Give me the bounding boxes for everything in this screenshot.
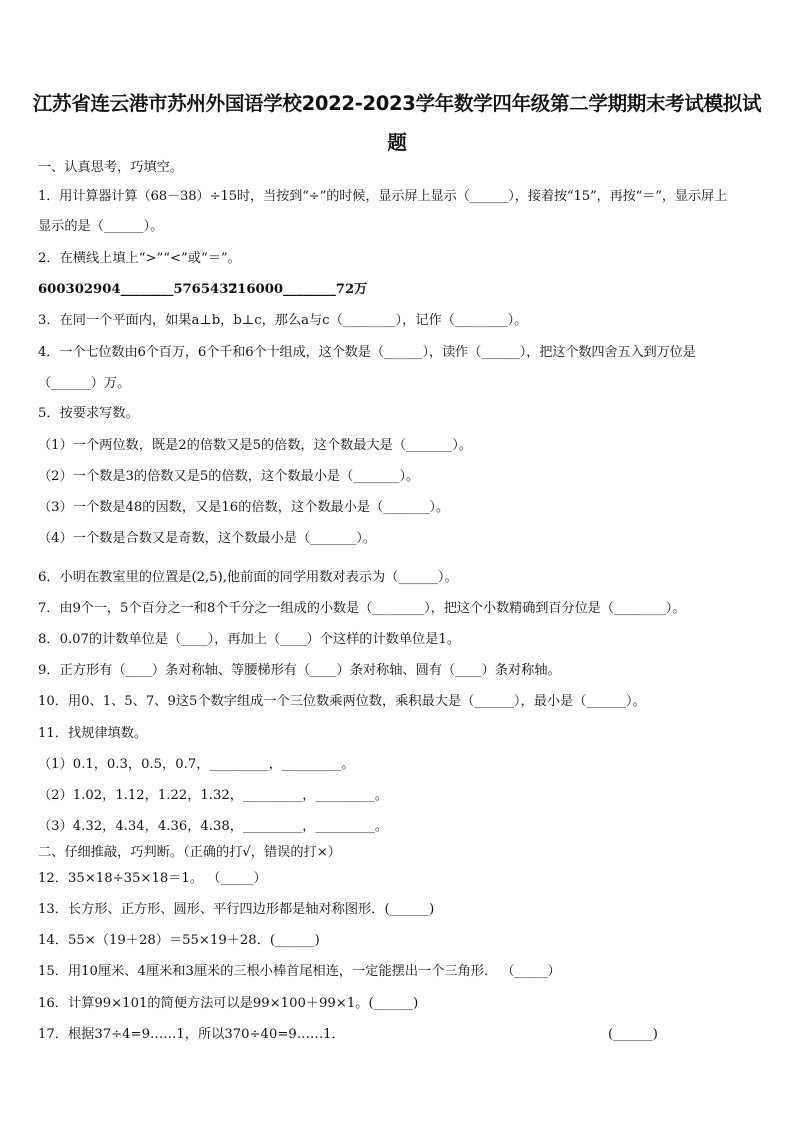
question-15: 15．用10厘米、4厘米和3厘米的三根小棒首尾相连，一定能摆出一个三角形． （_____） (38, 964, 561, 979)
question-17-answer-blank: (______) (608, 1027, 658, 1042)
question-5-part-1: （1）一个两位数，既是2的倍数又是5的倍数，这个数最大是（_______）。 (38, 438, 472, 453)
section-1-heading: 一、认真思考，巧填空。 (38, 160, 184, 175)
question-14: 14．55×（19＋28）＝55×19＋28．(______) (38, 933, 320, 948)
question-17: 17．根据37÷4=9……1，所以370÷40=9……1． (38, 1027, 345, 1042)
question-1-line-1: 1．用计算器计算（68－38）÷15时，当按到“÷”的时候，显示屏上显示（______），接着按“15”，再按“＝”，显示屏上 (38, 189, 728, 204)
exam-title-line-1: 江苏省连云港市苏州外国语学校2022-2023学年数学四年级第二学期期末考试模拟试 (32, 92, 762, 115)
exam-title-line-2: 题 (387, 131, 407, 154)
question-7: 7．由9个一，5个百分之一和8个千分之一组成的小数是（________），把这个小数精确到百分位是（________）。 (38, 601, 686, 616)
question-10: 10．用0、1、5、7、9这5个数字组成一个三位数乘两位数，乘积最大是（______），最小是（______）。 (38, 694, 646, 709)
question-2: 2．在横线上填上“>”“<”或“＝”。 (38, 251, 241, 266)
section-2-heading: 二、仔细推敲，巧判断。（正确的打√，错误的打×） (38, 845, 341, 860)
question-4-line-1: 4．一个七位数由6个百万，6个千和6个十组成，这个数是（______），读作（______），把这个数四舍五入到万位是 (38, 345, 696, 360)
question-16: 16．计算99×101的简便方法可以是99×100＋99×1。(______) (38, 996, 419, 1011)
question-11-part-3: （3）4.32，4.34，4.36，4.38，_________，_________。 (38, 819, 389, 834)
question-5-part-3: （3）一个数是48的因数，又是16的倍数，这个数最小是（_______）。 (38, 500, 450, 515)
question-11: 11．找规律填数。 (38, 726, 148, 741)
question-11-part-2: （2）1.02，1.12，1.22，1.32，_________，_________。 (38, 788, 389, 803)
question-8: 8．0.07的计数单位是（____），再加上（____）个这样的计数单位是1。 (38, 632, 460, 647)
question-3: 3．在同一个平面内，如果a⊥b，b⊥c，那么a与c（________），记作（________）。 (38, 313, 528, 328)
question-5-part-2: （2）一个数是3的倍数又是5的倍数，这个数最小是（_______）。 (38, 469, 420, 484)
question-11-part-1: （1）0.1，0.3，0.5，0.7，_________，_________。 (38, 757, 355, 772)
question-2-compare-2: 716000________72万 (228, 282, 368, 297)
question-9: 9．正方形有（____）条对称轴、等腰梯形有（____）条对称轴、圆有（____）条对称轴。 (38, 663, 561, 678)
question-2-compare-1: 600302904________5765432 (38, 282, 238, 297)
question-1-line-2: 显示的是（______）。 (38, 219, 164, 234)
question-4-line-2: （______）万。 (38, 376, 131, 391)
question-12: 12．35×18÷35×18＝1。 （_____） (38, 871, 267, 886)
question-13: 13．长方形、正方形、圆形、平行四边形都是轴对称图形．(______) (38, 902, 435, 917)
question-5: 5．按要求写数。 (38, 406, 139, 421)
question-5-part-4: （4）一个数是合数又是奇数，这个数最小是（_______）。 (38, 531, 377, 546)
question-6: 6．小明在教室里的位置是(2,5),他前面的同学用数对表示为（______）。 (38, 570, 458, 585)
